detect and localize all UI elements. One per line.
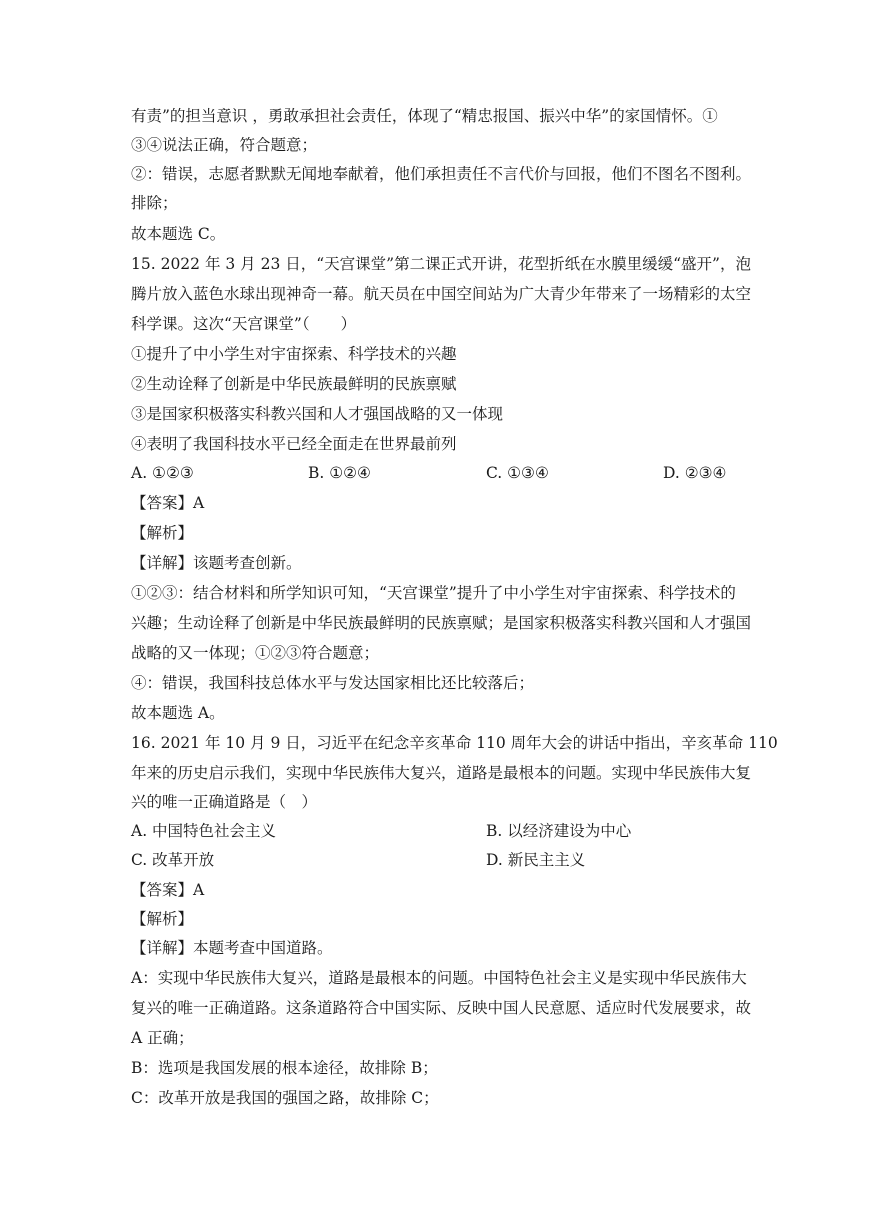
text-line: A 正确； [131, 1029, 194, 1047]
question-15-stem: 15. 2022 年 3 月 23 日，“天宫课堂”第二课正式开讲，花型折纸在水膜里缓缓“盛开”，泡 [131, 255, 751, 273]
answer-label: 【答案】A [131, 881, 205, 899]
text-line: A：实现中华民族伟大复兴，道路是最根本的问题。中国特色社会主义是实现中华民族伟大 [131, 969, 747, 987]
text-line: C：改革开放是我国的强国之路，故排除 C； [131, 1089, 439, 1107]
text-line: ②：错误，志愿者默默无闻地奉献着，他们承担责任不言代价与回报，他们不图名不图利。 [131, 165, 752, 183]
question-15-stem: 腾片放入蓝色水球出现神奇一幕。航天员在中国空间站为广大青少年带来了一场精彩的太空 [131, 285, 752, 303]
text-line: B：选项是我国发展的根本途径，故排除 B； [131, 1059, 438, 1077]
question-15-item: ③是国家积极落实科教兴国和人才强国战略的又一体现 [131, 405, 504, 423]
question-16-options-row1 [131, 821, 741, 841]
option-a: A. 中国特色社会主义 [131, 822, 277, 840]
question-16-stem: 16. 2021 年 10 月 9 日，习近平在纪念辛亥革命 110 周年大会的讲话中指出，辛亥革命 110 [131, 734, 778, 752]
text-line: 有责”的担当意识 ，勇敢承担社会责任，体现了“精忠报国、振兴中华”的家国情怀。① [131, 107, 718, 125]
answer-label: 【答案】A [131, 494, 205, 512]
option-d: D. ②③④ [663, 464, 727, 482]
question-15-options [131, 463, 741, 483]
option-d: D. 新民主主义 [486, 851, 586, 869]
option-a: A. ①②③ [131, 464, 194, 482]
option-c: C. 改革开放 [131, 851, 215, 869]
text-line: 排除； [131, 194, 178, 212]
text-line: 故本题选 A。 [131, 704, 225, 722]
text-line: ③④说法正确，符合题意； [131, 136, 318, 154]
analysis-label: 【解析】 [131, 910, 194, 928]
question-16-options-row2 [131, 850, 741, 870]
option-c: C. ①③④ [486, 464, 549, 482]
question-15-item: ②生动诠释了创新是中华民族最鲜明的民族禀赋 [131, 375, 457, 393]
text-line: ①②③：结合材料和所学知识可知，“天宫课堂”提升了中小学生对宇宙探索、科学技术的 [131, 584, 736, 602]
question-16-stem: 年来的历史启示我们，实现中华民族伟大复兴，道路是最根本的问题。实现中华民族伟大复 [131, 764, 752, 782]
text-line: 兴趣；生动诠释了创新是中华民族最鲜明的民族禀赋；是国家积极落实科教兴国和人才强国 [131, 614, 752, 632]
question-15-item: ①提升了中小学生对宇宙探索、科学技术的兴趣 [131, 345, 457, 363]
text-line: 复兴的唯一正确道路。这条道路符合中国实际、反映中国人民意愿、适应时代发展要求，故 [131, 999, 752, 1017]
analysis-label: 【解析】 [131, 524, 194, 542]
option-b: B. 以经济建设为中心 [486, 822, 632, 840]
detail-label: 【详解】该题考查创新。 [131, 554, 302, 572]
text-line: ④：错误，我国科技总体水平与发达国家相比还比较落后； [131, 674, 535, 692]
text-line: 战略的又一体现；①②③符合题意； [131, 644, 380, 662]
option-b: B. ①②④ [308, 464, 371, 482]
text-line: 故本题选 C。 [131, 225, 226, 243]
detail-label: 【详解】本题考查中国道路。 [131, 939, 333, 957]
question-15-stem: 科学课。这次“天宫课堂”（ ） [131, 315, 357, 333]
question-16-stem: 兴的唯一正确道路是（ ） [131, 793, 318, 811]
question-15-item: ④表明了我国科技水平已经全面走在世界最前列 [131, 435, 457, 453]
